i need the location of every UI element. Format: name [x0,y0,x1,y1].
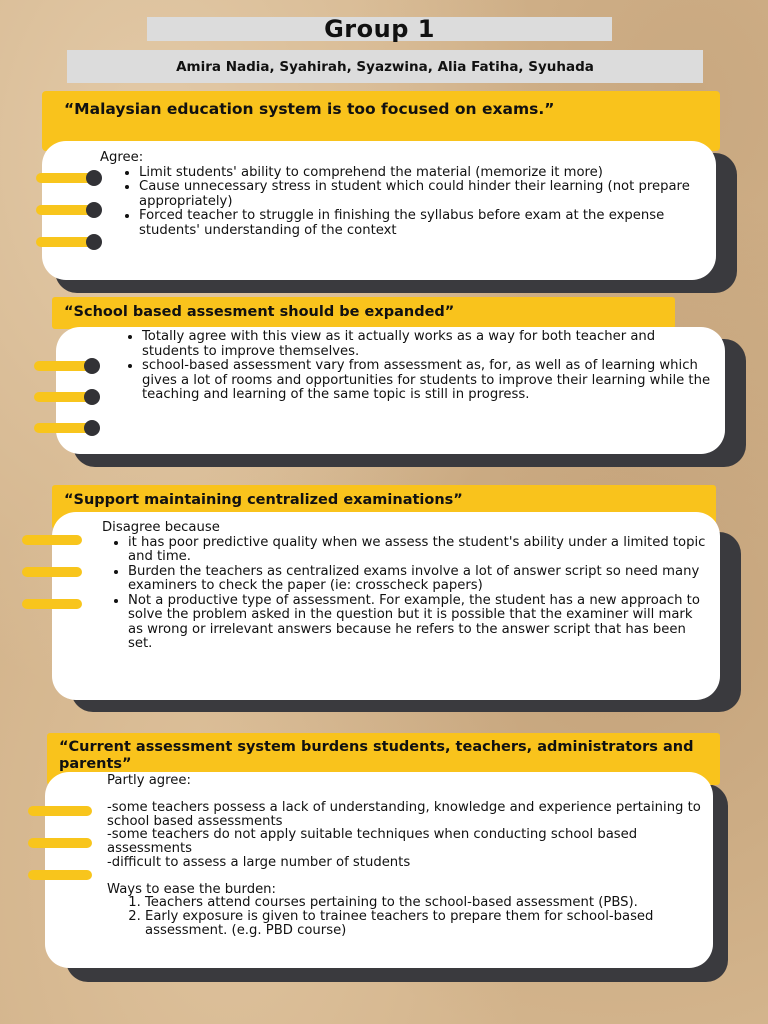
section-4-heading: “Current assessment system burdens students, teachers, administrators and parents” [47,733,720,785]
binder-ring-icon [34,392,98,402]
section-2-card [56,327,725,454]
page-title: Group 1 [324,15,435,43]
binder-ring-icon [36,205,100,215]
binder-ring-icon [28,870,92,880]
title-banner [147,17,612,41]
list-item: • Forced teacher to struggle in finishing the syllabus before exam at the expense students' understanding of the context [139,209,696,238]
section-1-card [42,141,716,280]
list-item: • Burden the teachers as centralized exams involve a lot of answer script so need many examiners to check the paper (ie: crosscheck papers) [128,565,708,594]
list-item: • it has poor predictive quality when we assess the student's ability under a limited topic and time. [128,536,708,565]
section-2-heading: “School based assesment should be expanded” [52,297,675,329]
binder-ring-icon [22,535,82,545]
section-3-card [52,512,720,700]
binder-ring-icon [22,599,82,609]
section-4-card [45,772,713,968]
section-3-heading: “Support maintaining centralized examinations” [52,485,716,529]
section-4-intro: Partly agree: [107,773,191,788]
list-item: • Totally agree with this view as it actually works as a way for both teacher and students to improve themselves. [142,330,711,359]
section-3-intro: Disagree because [102,520,220,535]
group-members: Amira Nadia, Syahirah, Syazwina, Alia Fatiha, Syuhada [176,58,594,75]
list-item: • Not a productive type of assessment. For example, the student has a new approach to solve the problem asked in the question but it is possible that the examiner will mark as wrong or irrelevant answers because he refers to the answer script that has been set. [128,594,708,652]
list-item: • school-based assessment vary from assessment as, for, as well as of learning which gives a lot of rooms and opportunities for students to improve their learning while the teaching and learning of the same topic is still in progress. [142,359,711,403]
list-item: • Cause unnecessary stress in student which could hinder their learning (not prepare appropriately) [139,180,696,209]
members-banner [67,50,703,83]
section-4-line: -difficult to assess a large number of students [107,854,411,870]
binder-ring-icon [22,567,82,577]
binder-ring-icon [34,361,98,371]
section-1-intro: Agree: [100,150,144,165]
list-item: • Limit students' ability to comprehend the material (memorize it more) [139,166,696,181]
section-1-heading: “Malaysian education system is too focused on exams.” [42,91,720,151]
ways-label: Ways to ease the burden: [107,881,276,897]
binder-ring-icon [28,806,92,816]
section-4-line: -some teachers do not apply suitable techniques when conducting school based assessments [107,827,638,856]
list-item: 2. Early exposure is given to trainee teachers to prepare them for school-based assessment. (e.g. PBD course) [145,910,701,937]
binder-ring-icon [36,173,100,183]
binder-ring-icon [28,838,92,848]
section-4-line: -some teachers possess a lack of understanding, knowledge and experience pertaining to school based assessments [107,800,701,829]
binder-ring-icon [36,237,100,247]
binder-ring-icon [34,423,98,433]
list-item: 1. Teachers attend courses pertaining to the school-based assessment (PBS). [145,896,701,910]
